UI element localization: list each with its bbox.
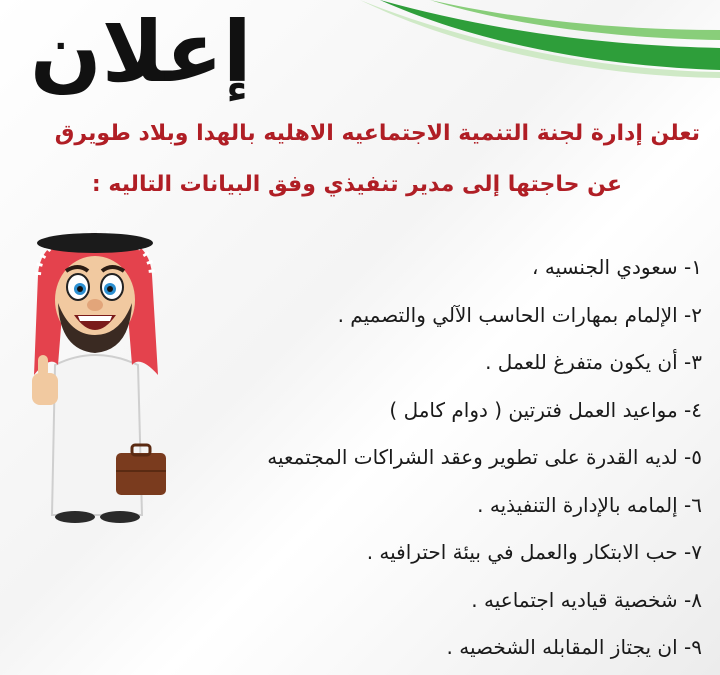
cartoon-man-illustration: [20, 215, 170, 525]
list-item: ٥- لديه القدرة على تطوير وعقد الشراكات المجتمعيه: [267, 445, 702, 469]
page-title: إعلان: [30, 3, 252, 101]
list-item: ٧- حب الابتكار والعمل في بيئة احترافيه .: [366, 540, 702, 564]
list-item: ٨- شخصية قياديه اجتماعيه .: [471, 587, 702, 612]
list-item: ٤- مواعيد العمل فترتين ( دوام كامل ): [389, 397, 702, 422]
list-item: ٣- أن يكون متفرغ للعمل .: [485, 350, 702, 374]
list-item: ٢- الإلمام بمهارات الحاسب الآلي والتصميم .: [337, 302, 702, 327]
list-item: ١- سعودي الجنسيه ،: [532, 255, 702, 279]
requirements-list: [162, 244, 702, 672]
list-item: ٦- إلمامه بالإدارة التنفيذيه .: [477, 492, 702, 517]
list-item: ٩- ان يجتاز المقابله الشخصيه .: [446, 635, 702, 659]
intro-line-2: عن حاجتها إلى مدير تنفيذي وفق البيانات التاليه :: [91, 172, 622, 197]
intro-line-1: تعلن إدارة لجنة التنمية الاجتماعيه الاهليه بالهدا وبلاد طويرق: [54, 121, 700, 146]
